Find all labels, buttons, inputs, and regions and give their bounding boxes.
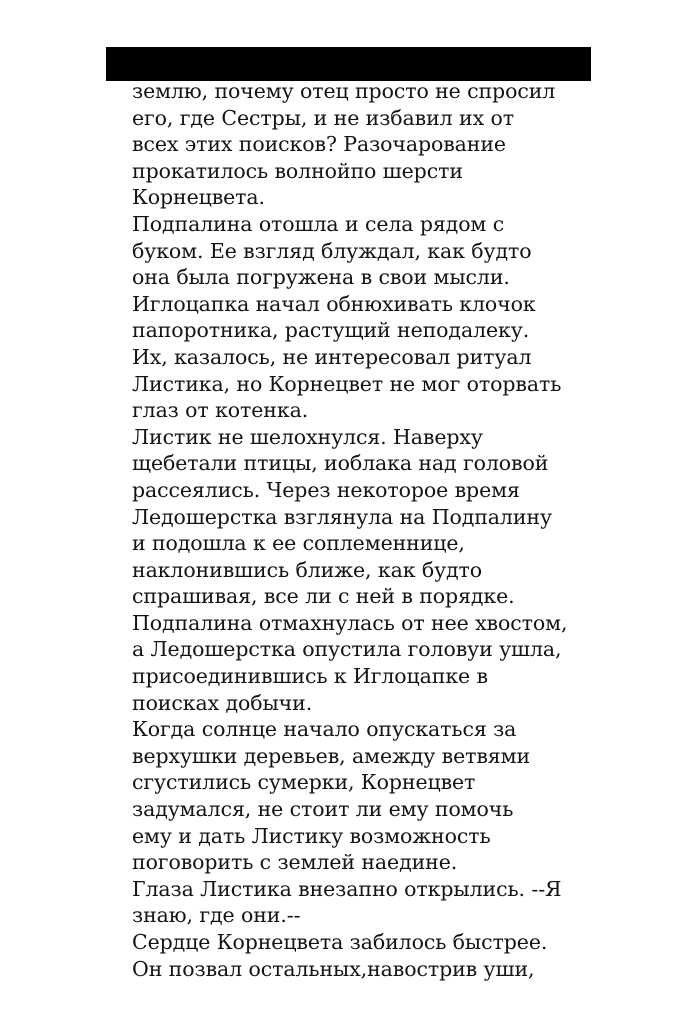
text-line: спрашивая, все ли с ней в порядке. [132,584,515,609]
text-line: присоединившись к Иглоцапке в [132,664,488,689]
text-line: поговорить с землей наедине. [132,850,458,875]
text-line: задумался, не стоит ли ему помочь [132,797,514,822]
text-line: сгустились сумерки, Корнецвет [132,770,476,795]
text-line: она была погружена в свои мысли. [132,265,510,290]
text-line: Листик не шелохнулся. Наверху [132,424,483,449]
text-line: Корнецвета. [132,185,265,210]
text-line: рассеялись. Через некоторое время [132,477,520,502]
text-line: Когда солнце начало опускаться за [132,717,517,742]
text-line: Сердце Корнецвета забилось быстрее. [132,930,548,954]
text-line: всех этих поисков? Разочарование [132,132,506,157]
body-text [132,78,672,982]
text-line: знаю, где они.-- [132,903,301,928]
text-line: его, где Сестры, и не избавил их от [132,105,514,130]
text-line: Их, казалось, не интересовал ритуал [132,344,532,369]
text-line: глаз от котенка. [132,398,309,423]
text-line: щебетали птицы, иоблака над головой [132,451,549,476]
text-line: прокатилось волнойпо шерсти [132,158,463,183]
text-line: Иглоцапка начал обнюхивать клочок [132,291,536,316]
text-line: наклонившись ближе, как будто [132,557,483,582]
text-line: Подпалина отошла и села рядом с [132,211,505,236]
text-line: Листика, но Корнецвет не мог оторвать [132,371,562,396]
text-line: Он позвал остальных,навострив уши, [132,956,535,981]
text-line: буком. Ее взгляд блуждал, как будто [132,238,532,263]
text-line: землю, почему отец просто не спросил [132,79,556,103]
text-line: и подошла к ее соплеменнице, [132,531,465,556]
redaction-bar [106,47,591,81]
text-line: а Ледошерстка опустила головуи ушла, [132,637,562,662]
text-line: ему и дать Листику возможность [132,823,491,848]
text-line: Подпалина отмахнулась от нее хвостом, [132,610,568,635]
text-line: Глаза Листика внезапно открылись. --Я [132,876,562,901]
text-line: поисках добычи. [132,690,313,715]
text-line: верхушки деревьев, амежду ветвями [132,743,531,768]
text-line: папоротника, растущий неподалеку. [132,318,530,343]
text-line: Ледошерстка взглянула на Подпалину [132,504,552,529]
